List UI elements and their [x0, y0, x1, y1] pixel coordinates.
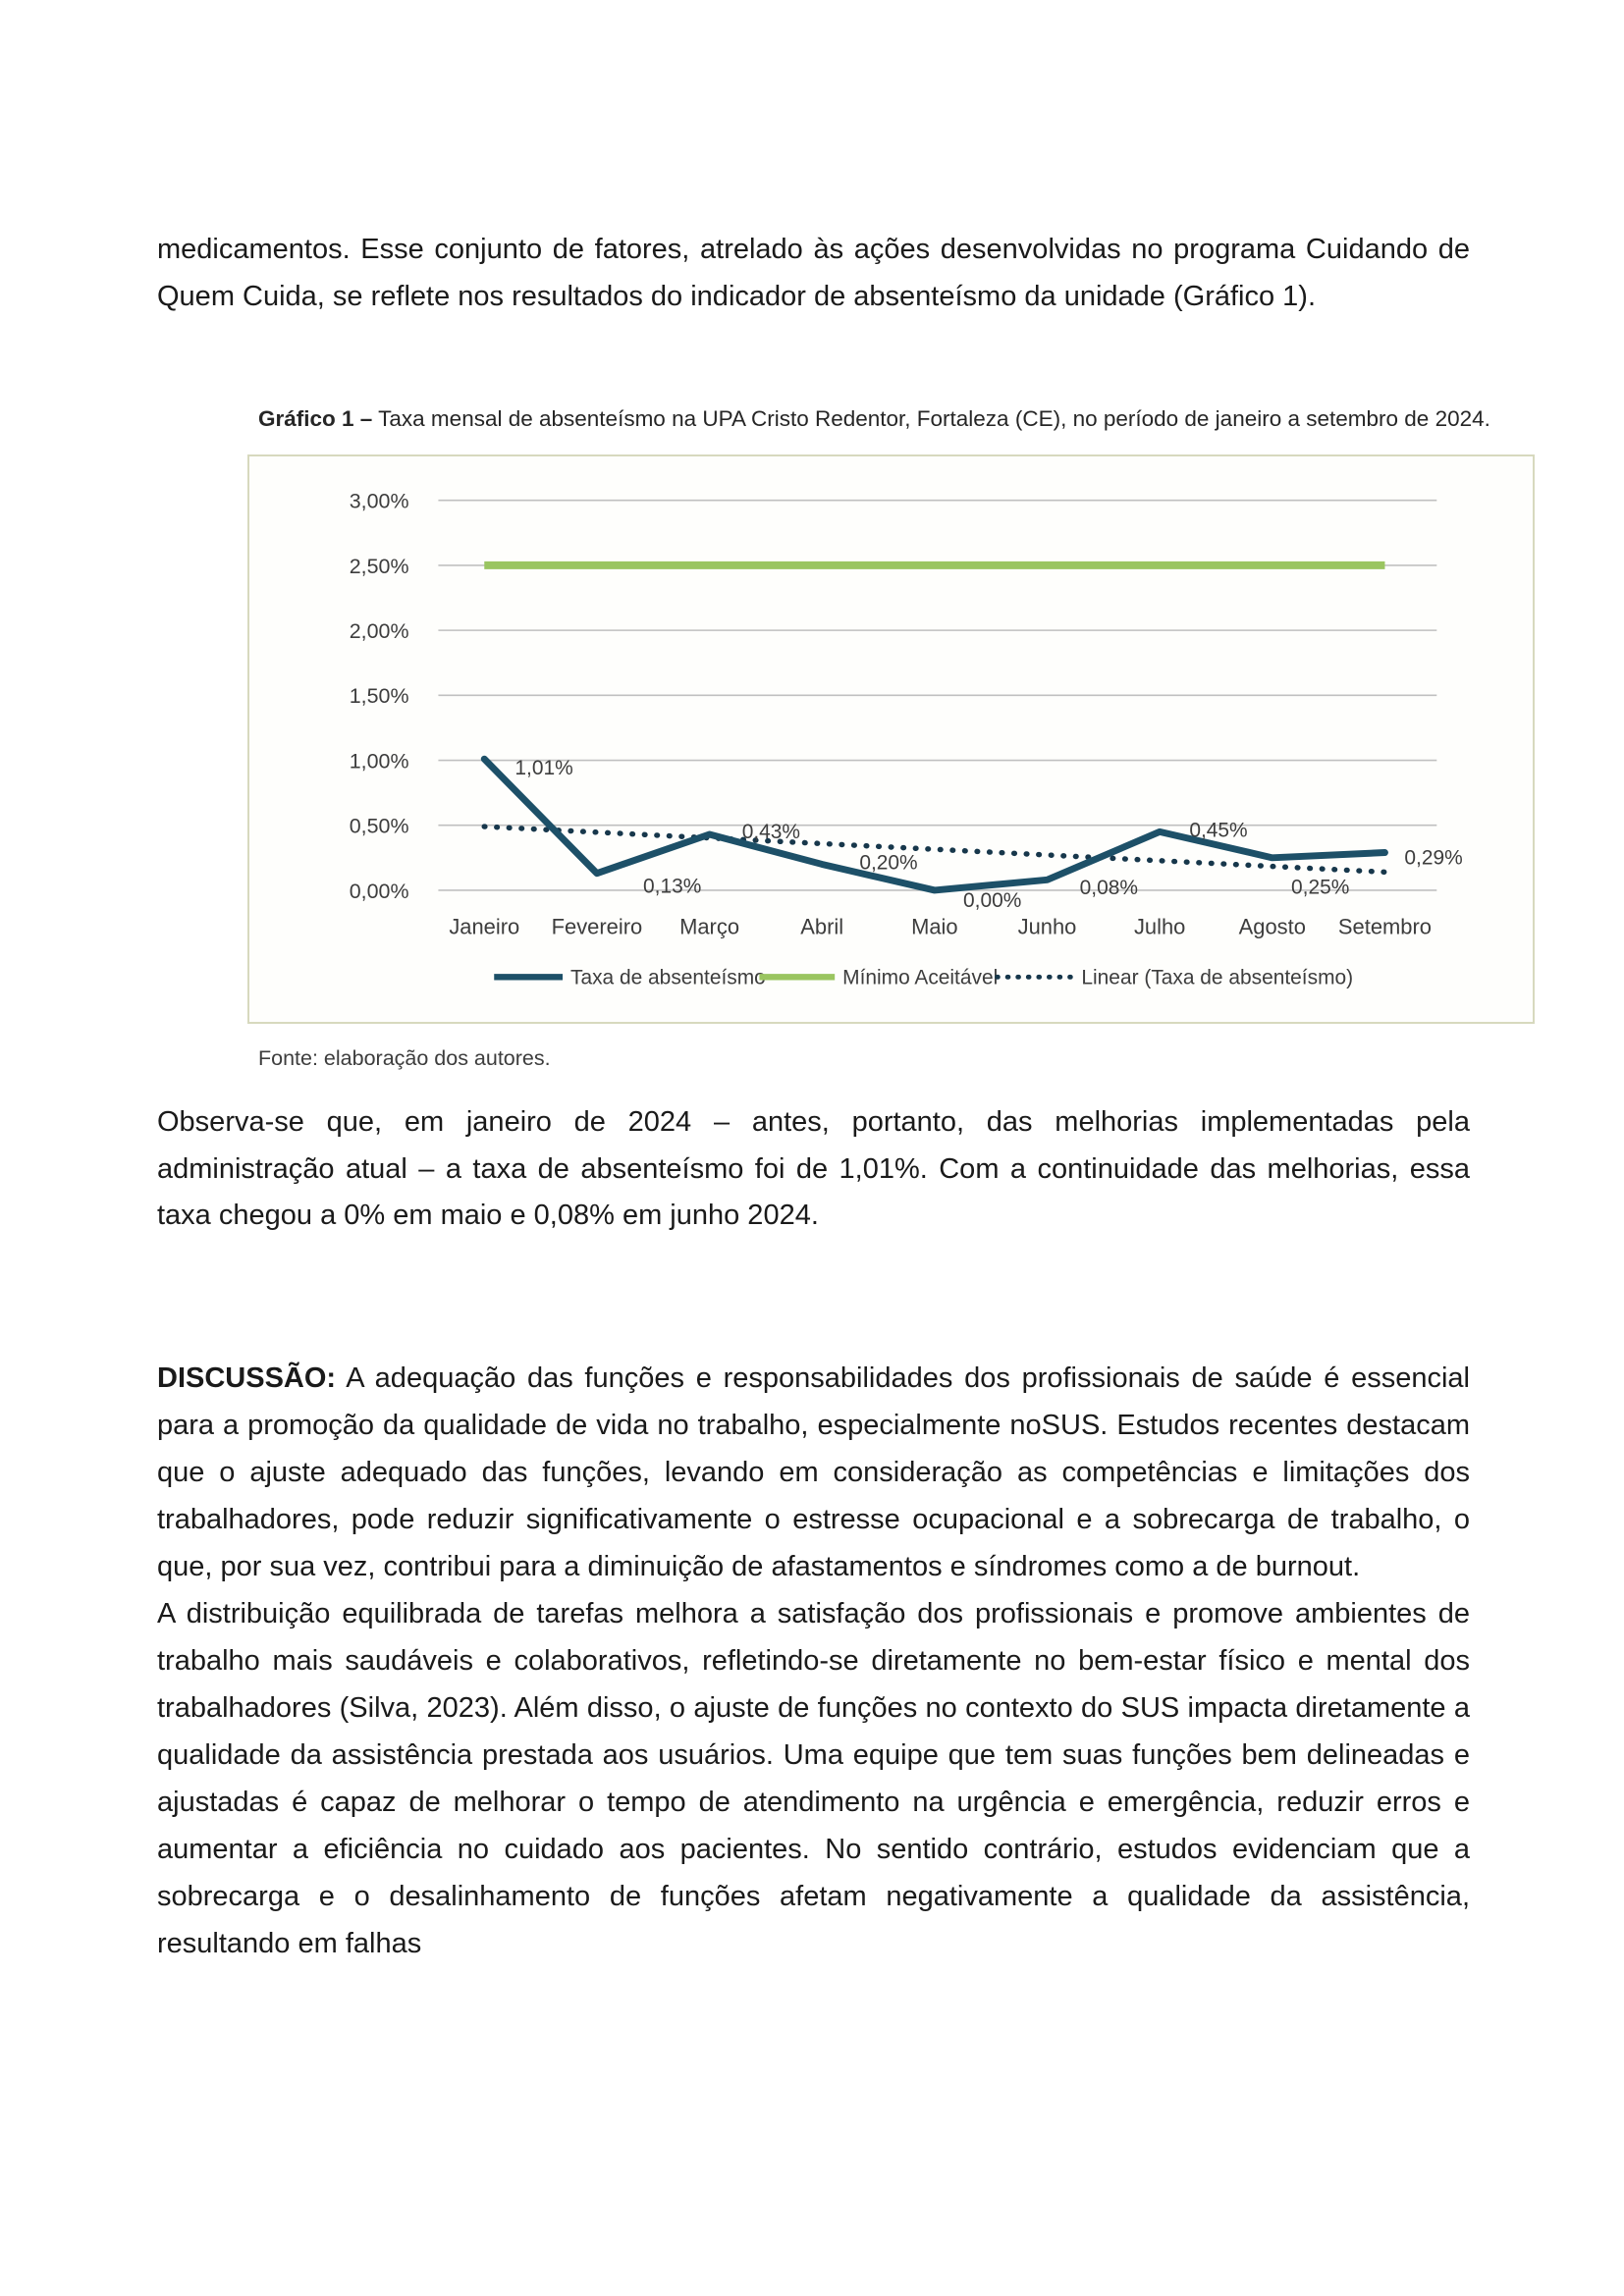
data-point-label: 0,25%	[1291, 876, 1350, 899]
chart-figure	[247, 454, 1535, 1024]
x-axis-label: Março	[679, 914, 740, 939]
x-axis-label: Maio	[911, 914, 958, 939]
x-axis-label: Janeiro	[449, 914, 520, 939]
y-tick-label: 0,00%	[349, 879, 409, 903]
data-point-label: 0,45%	[1189, 819, 1248, 842]
x-axis-label: Setembro	[1337, 914, 1432, 939]
legend-label: Taxa de absenteísmo	[569, 966, 766, 989]
absenteeism-chart-svg	[249, 456, 1533, 1022]
chart-source-note: Fonte: elaboração dos autores.	[258, 1046, 551, 1070]
discussion-text: A adequação das funções e responsabilidades dos profissionais de saúde é essencial para a promoção da qualidade de vida no trabalho, especialmente noSUS. Estudos recentes destacam que o ajuste adequado das funções, levando em consideração as competências e limitações dos trabalhadores, pode reduzir significativamente o estresse ocupacional e a sobrecarga de trabalho, o que, por sua vez, contribui para a diminuição de afastamentos e síndromes como a de burnout.	[157, 1362, 1470, 1582]
observation-paragraph: Observa-se que, em janeiro de 2024 – antes, portanto, das melhorias implementadas pela administração atual – a taxa de absenteísmo foi de 1,01%. Com a continuidade das melhorias, essa taxa chegou a 0% em maio e 0,08% em junho 2024.	[157, 1106, 1470, 1231]
y-tick-label: 3,00%	[349, 489, 409, 513]
x-axis-label: Julho	[1133, 914, 1186, 939]
x-axis-label: Agosto	[1238, 914, 1306, 939]
data-point-label: 0,20%	[859, 851, 918, 875]
chart-figure-caption	[258, 404, 1525, 434]
y-tick-label: 1,50%	[349, 684, 409, 709]
x-axis-label: Abril	[800, 914, 844, 939]
intro-paragraph: medicamentos. Esse conjunto de fatores, atrelado às ações desenvolvidas no programa Cuidando de Quem Cuida, se reflete nos resultados do indicador de absenteísmo da unidade (Gráfico 1).	[157, 234, 1470, 312]
data-point-label: 0,29%	[1404, 846, 1463, 870]
legend-label: Linear (Taxa de absenteísmo)	[1081, 966, 1354, 989]
data-point-label: 0,08%	[1079, 877, 1138, 900]
discussion-label: DISCUSSÃO:	[157, 1362, 337, 1394]
y-tick-label: 2,00%	[349, 619, 409, 644]
data-point-label: 0,43%	[741, 821, 801, 843]
y-tick-label: 0,50%	[349, 814, 409, 838]
discussion-paragraph-2: A distribuição equilibrada de tarefas melhora a satisfação dos profissionais e promove ambientes de trabalho mais saudáveis e colaborativos, refletindo-se diretamente no bem-estar físico e mental dos trabalhadores (Silva, 2023). Além disso, o ajuste de funções no contexto do SUS impacta diretamente a qualidade da assistência prestada aos usuários. Uma equipe que tem suas funções bem delineadas e ajustadas é capaz de melhorar o tempo de atendimento na urgência e emergência, reduzir erros e aumentar a eficiência no cuidado aos pacientes. No sentido contrário, estudos evidenciam que a sobrecarga e o desalinhamento de funções afetam negativamente a qualidade da assistência, resultando em falhas	[157, 1598, 1470, 1959]
y-tick-label: 1,00%	[349, 749, 409, 774]
x-axis-label: Junho	[1017, 914, 1077, 939]
data-point-label: 1,01%	[514, 757, 573, 780]
discussion-section	[157, 1355, 1470, 1967]
legend-label: Mínimo Aceitável	[842, 966, 999, 989]
y-tick-label: 2,50%	[349, 554, 409, 578]
data-point-label: 0,13%	[643, 875, 702, 898]
chart-caption-label: Gráfico 1 –	[258, 406, 373, 431]
discussion-paragraph	[157, 1355, 1470, 1590]
chart-caption-text: Taxa mensal de absenteísmo na UPA Cristo Redentor, Fortaleza (CE), no período de janeiro a setembro de 2024.	[372, 406, 1490, 431]
data-point-label: 0,00%	[963, 888, 1022, 912]
x-axis-label: Fevereiro	[551, 914, 643, 939]
